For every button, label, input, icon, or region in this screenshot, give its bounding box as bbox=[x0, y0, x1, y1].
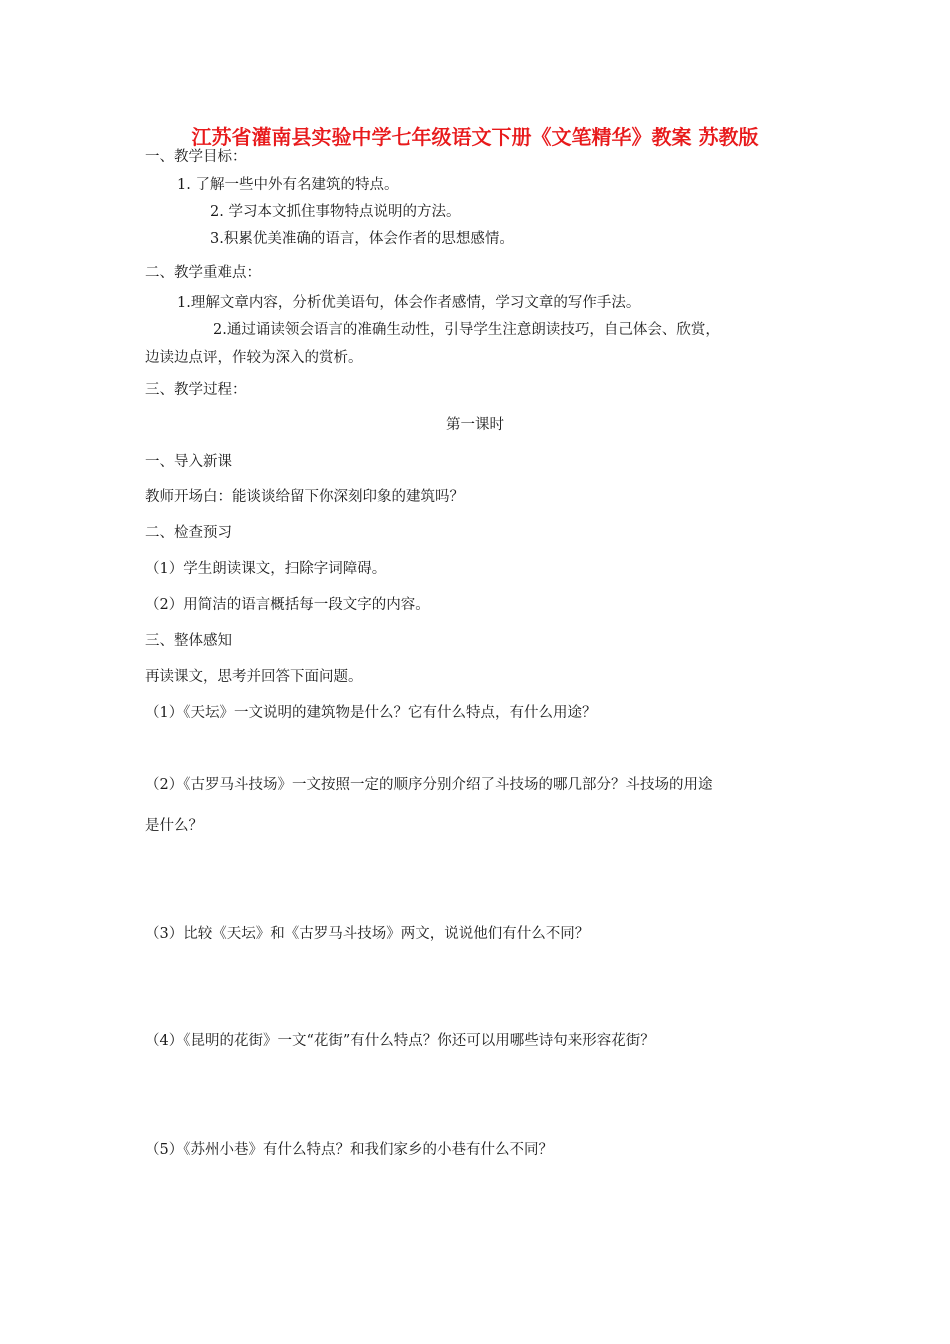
question-2-line2: 是什么？ bbox=[145, 818, 203, 834]
key-points-heading: 二、教学重难点： bbox=[145, 265, 261, 281]
key-point-1: 1.理解文章内容，分析优美语句，体会作者感情，学习文章的写作手法。 bbox=[177, 295, 641, 311]
lesson-title: 第一课时 bbox=[446, 417, 504, 433]
goal-item-1: 1. 了解一些中外有名建筑的特点。 bbox=[177, 177, 399, 193]
process-heading: 三、教学过程： bbox=[145, 382, 247, 398]
goals-heading: 一、教学目标： bbox=[145, 149, 247, 165]
key-point-2-line1: 2.通过诵读领会语言的准确生动性，引导学生注意朗读技巧，自己体会、欣赏， bbox=[213, 322, 720, 338]
question-2-line1: （2）《古罗马斗技场》一文按照一定的顺序分别介绍了斗技场的哪几部分？斗技场的用途 bbox=[145, 777, 713, 793]
intro-text: 教师开场白：能谈谈给留下你深刻印象的建筑吗？ bbox=[145, 489, 464, 505]
preview-heading: 二、检查预习 bbox=[145, 525, 232, 541]
key-point-2-line2: 边读边点评，作较为深入的赏析。 bbox=[145, 350, 363, 366]
goal-item-3: 3.积累优美准确的语言，体会作者的思想感情。 bbox=[210, 231, 514, 247]
document-title: 江苏省灌南县实验中学七年级语文下册《文笔精华》教案 苏教版 bbox=[191, 125, 759, 149]
overall-heading: 三、整体感知 bbox=[145, 633, 232, 649]
preview-item-1: （1）学生朗读课文，扫除字词障碍。 bbox=[145, 561, 387, 577]
question-3: （3）比较《天坛》和《古罗马斗技场》两文，说说他们有什么不同？ bbox=[145, 926, 590, 942]
preview-item-2: （2）用简洁的语言概括每一段文字的内容。 bbox=[145, 597, 430, 613]
question-1: （1）《天坛》一文说明的建筑物是什么？它有什么特点，有什么用途？ bbox=[145, 705, 597, 721]
question-4: （4）《昆明的花街》一文“花街”有什么特点？你还可以用哪些诗句来形容花街？ bbox=[145, 1033, 655, 1049]
intro-heading: 一、导入新课 bbox=[145, 454, 232, 470]
question-5: （5）《苏州小巷》有什么特点？和我们家乡的小巷有什么不同？ bbox=[145, 1142, 553, 1158]
overall-text: 再读课文，思考并回答下面问题。 bbox=[145, 669, 363, 685]
goal-item-2: 2. 学习本文抓住事物特点说明的方法。 bbox=[210, 204, 461, 220]
